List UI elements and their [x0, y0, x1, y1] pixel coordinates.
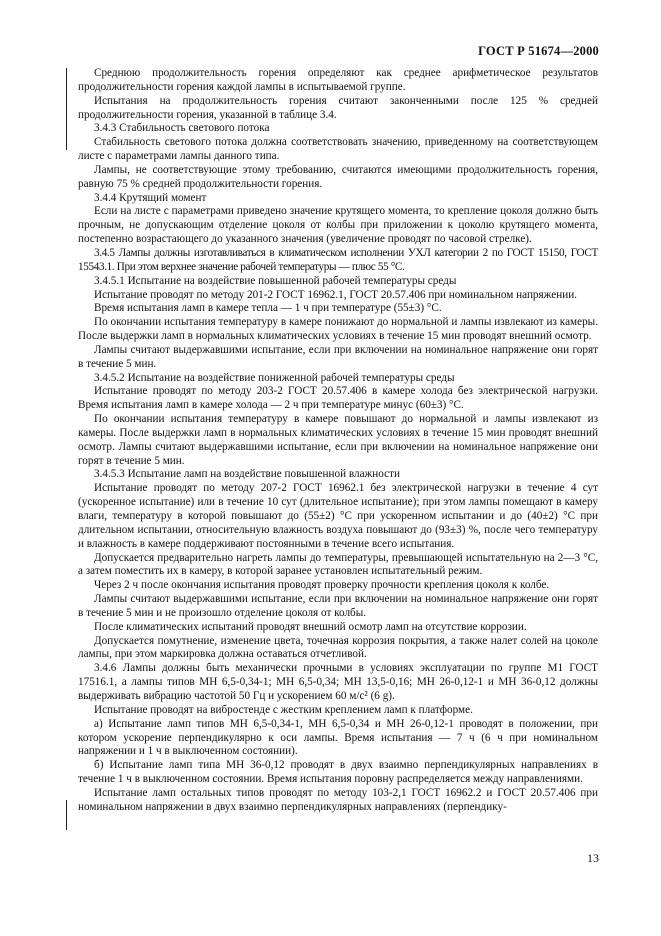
paragraph: Испытание ламп остальных типов проводят по методу 103-2,1 ГОСТ 16962.2 и ГОСТ 20.57.406 при номинальном напряжении в двух взаимно перпендикулярных направлениях (перпендику- [78, 786, 598, 813]
paragraph: Испытания на продолжительность горения считают законченными после 125 % средней продолжительности горения, указанной в таблице 3.4. [78, 94, 598, 121]
section-heading: 3.4.4 Крутящий момент [94, 191, 207, 204]
paragraph: Среднюю продолжительность горения определяют как среднее арифметическое результатов продолжительности горения каждой лампы в испытываемой группе. [78, 67, 598, 93]
paragraph: Лампы, не соответствующие этому требованию, считаются имеющими продолжительность горения, равную 75 % средней продолжительности горения. [78, 163, 598, 190]
paragraph: После климатических испытаний проводят внешний осмотр ламп на отсутствие коррозии. [94, 620, 527, 633]
paragraph: По окончании испытания температуру в камере понижают до нормальной и лампы извлекают из камеры. После выдержки ламп в нормальных климатических условиях в течение 15 мин проводят внешний осмотр. [78, 316, 598, 343]
paragraph: Стабильность светового потока должна соответствовать значению, приведенному на соответствующем листе с параметрами лампы данного типа. [78, 136, 598, 163]
paragraph: Испытание проводят по методу 207-2 ГОСТ 16962.1 без электрической нагрузки в течение 4 сут (ускоренное испытание) или в течение 10 сут (длительное испытание); при этом лампы помещают в камеру влаги, температуру в которой повышают до (55±2) °С при ускоренном испытании и до (40±2) °С при длительном испытании, относительную влажность воздуха повышают до (93±3) %, после чего температуру и влажность в камере поддерживают постоянными в течение всего испытания. [78, 482, 598, 550]
paragraph: Испытание проводят по методу 203-2 ГОСТ 20.57.406 в камере холода без электрической нагрузки. Время испытания ламп в камере холода — 2 ч при температуре минус (60±3) °С. [78, 385, 598, 412]
section-heading: 3.4.5.1 Испытание на воздействие повышенной рабочей температуры среды [94, 274, 457, 287]
section-heading: 3.4.5.2 Испытание на воздействие пониженной рабочей температуры среды [94, 371, 455, 384]
paragraph: Через 2 ч после окончания испытания проводят проверку прочности крепления цоколя к колбе. [94, 579, 550, 592]
page-number: 13 [587, 851, 599, 865]
document-body [78, 67, 598, 815]
section-heading: 3.4.5.3 Испытание ламп на воздействие повышенной влажности [94, 468, 400, 481]
paragraph: б) Испытание ламп типа МН 36-0,12 проводят в двух взаимно перпендикулярных направлениях в течение 1 ч в выключенном состоянии. Время испытания поровну распределяется между направлениями. [78, 759, 598, 786]
paragraph: 3.4.6 Лампы должны быть механически прочными в условиях эксплуатации по группе М1 ГОСТ 17516.1, а лампы типов МН 6,5-0,34-1; МН 6,5-0,34; МН 13,5-0,16; МН 26-0,12-1 и МН 36-0,12 должны выдерживать вибрацию частотой 50 Гц и ускорением 60 м/с² (6 g). [78, 662, 598, 702]
paragraph: Испытание проводят на вибростенде с жестким креплением ламп к платформе. [94, 703, 473, 716]
change-bar-top [66, 68, 67, 150]
paragraph: Допускается помутнение, изменение цвета, точечная коррозия покрытия, а также налет солей на цоколе лампы, при этом маркировка должна оставаться отчетливой. [78, 634, 598, 661]
change-bar-bottom [66, 800, 67, 830]
paragraph: Лампы считают выдержавшими испытание, если при включении на номинальное напряжение они горят в течение 5 мин и не произошло отделение цоколя от колбы. [78, 593, 598, 619]
standard-header: ГОСТ Р 51674—2000 [478, 44, 599, 58]
paragraph: Лампы считают выдержавшими испытание, если при включении на номинальное напряжение они горят в течение 5 мин. [78, 343, 598, 370]
paragraph: а) Испытание ламп типов МН 6,5-0,34-1, МН 6,5-0,34 и МН 26-0,12-1 проводят в положении, при котором ускорение перпендикулярно к оси лампы. Время испытания — 7 ч (6 ч при номинальном напряжении и 1 ч в выключенном состоянии). [78, 717, 598, 758]
paragraph: Испытание проводят по методу 201-2 ГОСТ 16962.1, ГОСТ 20.57.406 при номинальном напряжении. [94, 288, 577, 301]
section-heading: 3.4.3 Стабильность светового потока [94, 122, 270, 135]
paragraph: По окончании испытания температуру в камере повышают до нормальной и лампы извлекают из камеры. После выдержки ламп в нормальных климатических условиях в течение 15 мин проводят внешний осмотр. Лампы считают выдержавшими испытание, если при включении на номинальное напряжение они горят в течение 5 мин. [78, 413, 598, 467]
paragraph: Если на листе с параметрами приведено значение крутящего момента, то крепление цоколя должно быть прочным, не допускающим отделение цоколя от колбы при приложении к цоколю крутящего момента, постепенно возрастающего до указанного значения (увеличение проводят по часовой стрелке). [78, 205, 598, 246]
paragraph: 3.4.5 Лампы должны изготавливаться в климатическом исполнении УХЛ категории 2 по ГОСТ 15150, ГОСТ 15543.1. При этом верхнее значение рабочей температуры — плюс 55 °С. [78, 246, 598, 273]
paragraph: Время испытания ламп в камере тепла — 1 ч при температуре (55±3) °С. [94, 302, 442, 315]
paragraph: Допускается предварительно нагреть лампы до температуры, превышающей испытательную на 2—3 °С, а затем поместить их в камеру, в которой заранее установлен испытательный режим. [78, 551, 598, 578]
